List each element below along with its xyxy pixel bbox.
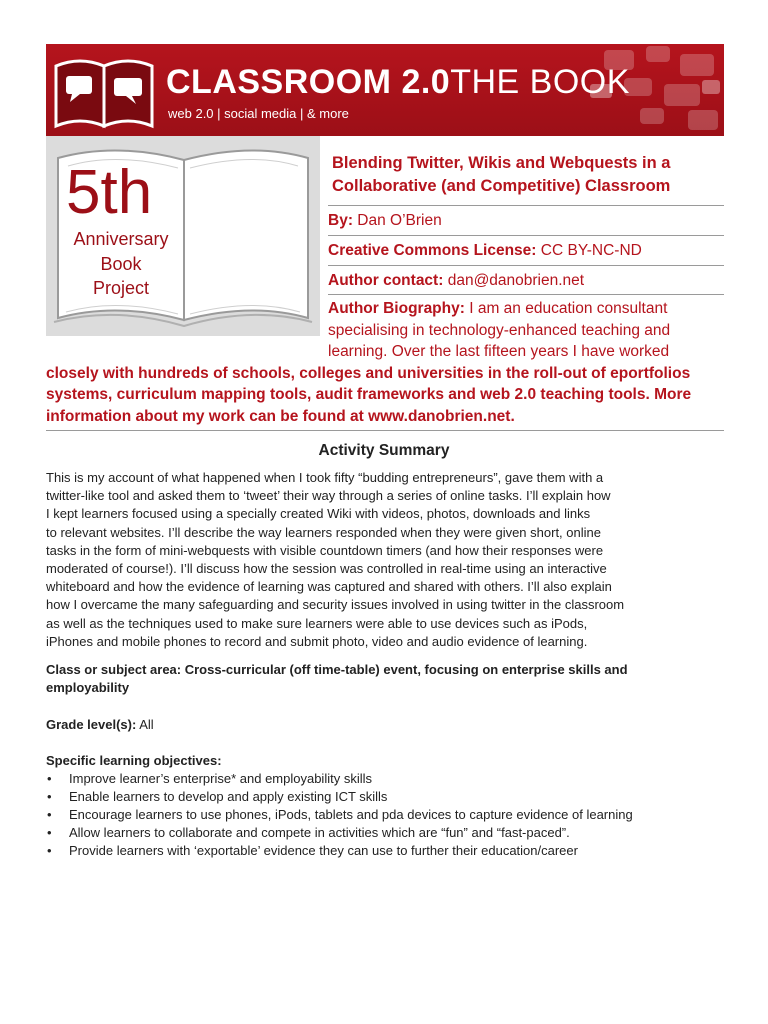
contact-line: Author contact: dan@danobrien.net [328,272,585,289]
license-line: Creative Commons License: CC BY-NC-ND [328,242,642,259]
section-divider [46,430,724,431]
divider [328,205,724,206]
open-book-logo-icon [50,48,158,132]
divider [328,294,724,295]
objectives-list [46,770,736,860]
list-item: • Provide learners with ‘exportable’ evidence they can use to further their education/career [47,843,578,858]
header-banner [46,44,724,136]
list-item: • Enable learners to develop and apply existing ICT skills [47,789,388,804]
author-biography: Author Biography: I am an education consultant specialising in technology-enhanced teaching and learning. Over the last fifteen years I have worked closely with hundreds of schools, colleges and universities in the roll-out of eportfolios systems, curriculum mapping tools, audit frameworks and web 2.0 teaching tools. More information about my work can be found at www.danobrien.net. [46,300,692,425]
activity-summary-text: This is my account of what happened when I took fifty “budding entrepreneurs”, gave them with a twitter-like tool and asked them to ‘tweet’ their way through a series of online tasks. I’ll explain how I kept learners focused using a specially created Wiki with videos, photos, downloads and links to relevant websites. I’ll describe the way learners responded when they were given short, online tasks in the form of mini-webquests with visible countdown timers (and how their responses were moderated of course!). I’ll discuss how the session was controlled in real-time using an interactive whiteboard and how the evidence of learning was captured and shared with others. I’ll also explain how I overcame the many safeguarding and security issues involved in using twitter in the classroom as well as the techniques used to make sure learners were able to use devices such as iPods, iPhones and mobile phones to record and submit photo, video and audio evidence of learning. [46,470,625,649]
fifth-number: 5th [66,158,153,227]
list-item: • Allow learners to collaborate and compete in activities which are “fun” and “fast-paced”. [47,825,570,840]
list-item: • Improve learner’s enterprise* and employability skills [47,771,372,786]
author-line: By: Dan O’Brien [328,212,442,229]
anniversary-label: Anniversary Book Project [73,229,169,298]
subject-area: Class or subject area: Cross-curricular (off time-table) event, focusing on enterprise skills and employability [46,662,628,695]
activity-summary-heading: Activity Summary [318,442,450,459]
divider [328,235,724,236]
article-title: Blending Twitter, Wikis and Webquests in a Collaborative (and Competitive) Classroom [332,154,671,195]
divider [328,265,724,266]
banner-subtitle: web 2.0 | social media | & more [168,106,349,121]
grade-level: Grade level(s): All [46,717,154,732]
banner-title: CLASSROOM 2.0THE BOOK [166,63,630,101]
contact-email: dan@danobrien.net [447,272,585,289]
list-item: • Encourage learners to use phones, iPods, tablets and pda devices to capture evidence of learning [47,807,633,822]
objectives-heading: Specific learning objectives: [46,753,222,768]
speech-bubbles-icon [584,44,724,136]
